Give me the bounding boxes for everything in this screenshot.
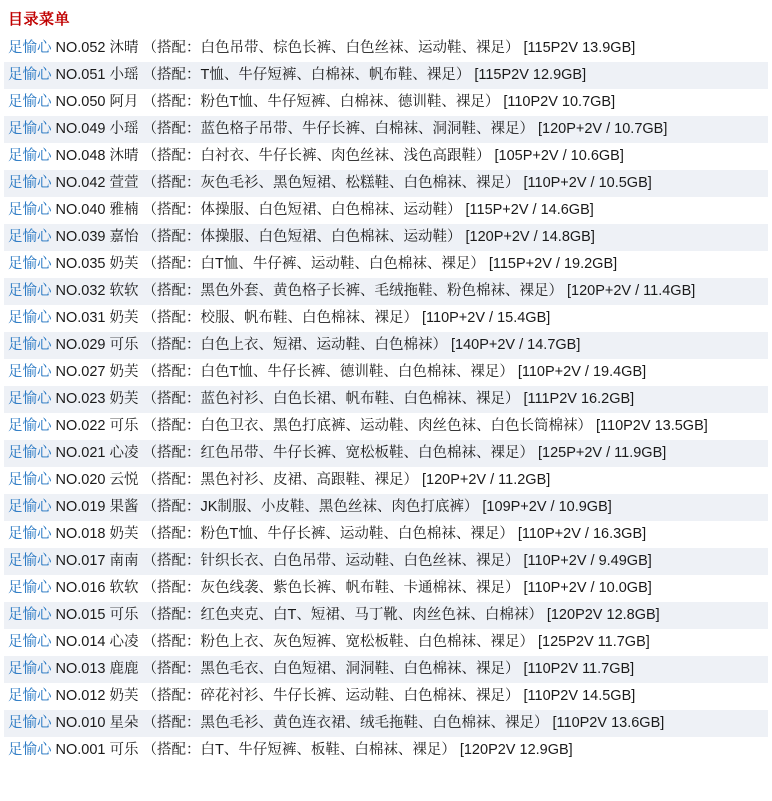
list-item[interactable] bbox=[4, 737, 768, 764]
entry-detail: （搭配：灰色毛衫、黑色短裙、松糕鞋、白色棉袜、裸足） bbox=[142, 175, 520, 192]
entry-code: NO.022 bbox=[55, 418, 106, 435]
entry-code: NO.048 bbox=[55, 148, 106, 165]
entry-code: NO.019 bbox=[55, 499, 106, 516]
entry-model-name: 奶芙 bbox=[109, 256, 139, 273]
entry-code: NO.017 bbox=[55, 553, 106, 570]
list-item[interactable] bbox=[4, 35, 768, 62]
entry-detail: （搭配：白色上衣、短裙、运动鞋、白色棉袜） bbox=[142, 337, 447, 354]
entry-detail: （搭配：白T、牛仔短裤、板鞋、白棉袜、裸足） bbox=[142, 742, 456, 759]
entry-code: NO.040 bbox=[55, 202, 106, 219]
entry-code: NO.031 bbox=[55, 310, 106, 327]
entry-detail: （搭配：黑色毛衫、黄色连衣裙、绒毛拖鞋、白色棉袜、裸足） bbox=[142, 715, 549, 732]
entry-code: NO.023 bbox=[55, 391, 106, 408]
entry-size: [110P2V 11.7GB] bbox=[523, 661, 635, 678]
entry-detail: （搭配：红色吊带、牛仔长裤、宽松板鞋、白色棉袜、裸足） bbox=[142, 445, 534, 462]
entry-code: NO.020 bbox=[55, 472, 106, 489]
entry-code: NO.042 bbox=[55, 175, 106, 192]
entry-detail: （搭配：粉色T恤、牛仔长裤、运动鞋、白色棉袜、裸足） bbox=[142, 526, 514, 543]
entry-brand-label: 足愉心 bbox=[8, 364, 52, 381]
entry-detail: （搭配：粉色T恤、牛仔短裤、白棉袜、德训鞋、裸足） bbox=[142, 94, 500, 111]
entry-model-name: 阿月 bbox=[109, 94, 139, 111]
entry-size: [125P2V 11.7GB] bbox=[537, 634, 650, 651]
entry-model-name: 星朵 bbox=[109, 715, 139, 732]
list-item[interactable] bbox=[4, 575, 768, 602]
entry-size: [110P+2V / 9.49GB] bbox=[523, 553, 652, 570]
entry-brand-label: 足愉心 bbox=[8, 40, 52, 56]
entry-model-name: 可乐 bbox=[109, 742, 139, 759]
entry-code: NO.032 bbox=[55, 283, 106, 300]
entry-code: NO.015 bbox=[55, 607, 106, 624]
entry-brand-label: 足愉心 bbox=[8, 634, 52, 651]
entry-brand-label: 足愉心 bbox=[8, 715, 52, 732]
entry-size: [110P2V 13.6GB] bbox=[552, 715, 665, 732]
entry-brand-label: 足愉心 bbox=[8, 472, 52, 489]
entry-code: NO.014 bbox=[55, 634, 106, 651]
entry-model-name: 可乐 bbox=[109, 418, 139, 435]
list-item[interactable] bbox=[4, 332, 768, 359]
entry-size: [115P2V 12.9GB] bbox=[474, 67, 587, 84]
list-item[interactable] bbox=[4, 251, 768, 278]
entry-model-name: 软软 bbox=[109, 580, 139, 597]
entry-model-name: 沐晴 bbox=[109, 40, 139, 56]
entry-brand-label: 足愉心 bbox=[8, 526, 52, 543]
entry-size: [105P+2V / 10.6GB] bbox=[494, 148, 624, 165]
entry-model-name: 嘉怡 bbox=[109, 229, 139, 246]
entry-size: [120P+2V / 10.7GB] bbox=[537, 121, 668, 138]
entry-code: NO.012 bbox=[55, 688, 106, 705]
entry-brand-label: 足愉心 bbox=[8, 391, 52, 408]
entry-detail: （搭配：粉色上衣、灰色短裤、宽松板鞋、白色棉袜、裸足） bbox=[142, 634, 534, 651]
entry-brand-label: 足愉心 bbox=[8, 688, 52, 705]
entry-code: NO.049 bbox=[55, 121, 106, 138]
list-item[interactable] bbox=[4, 116, 768, 143]
list-item[interactable] bbox=[4, 440, 768, 467]
entry-detail: （搭配：白色卫衣、黑色打底裤、运动鞋、肉丝色袜、白色长筒棉袜） bbox=[142, 418, 592, 435]
entry-brand-label: 足愉心 bbox=[8, 607, 52, 624]
entry-size: [110P2V 13.5GB] bbox=[595, 418, 708, 435]
entry-size: [115P+2V / 14.6GB] bbox=[465, 202, 594, 219]
entry-code: NO.018 bbox=[55, 526, 106, 543]
entry-code: NO.001 bbox=[55, 742, 106, 759]
entry-code: NO.050 bbox=[55, 94, 106, 111]
entry-detail: （搭配：校服、帆布鞋、白色棉袜、裸足） bbox=[142, 310, 418, 327]
entry-brand-label: 足愉心 bbox=[8, 148, 52, 165]
list-item[interactable] bbox=[4, 683, 768, 710]
entry-detail: （搭配：蓝色衬衫、白色长裙、帆布鞋、白色棉袜、裸足） bbox=[142, 391, 520, 408]
entry-model-name: 南南 bbox=[109, 553, 139, 570]
entry-detail: （搭配：黑色衬衫、皮裙、高跟鞋、裸足） bbox=[142, 472, 418, 489]
list-item[interactable] bbox=[4, 521, 768, 548]
entry-detail: （搭配：体操服、白色短裙、白色棉袜、运动鞋） bbox=[142, 229, 462, 246]
entry-model-name: 奶芙 bbox=[109, 391, 139, 408]
list-item[interactable] bbox=[4, 170, 768, 197]
list-item[interactable] bbox=[4, 359, 768, 386]
entry-size: [110P+2V / 19.4GB] bbox=[517, 364, 647, 381]
entry-brand-label: 足愉心 bbox=[8, 337, 52, 354]
entry-code: NO.035 bbox=[55, 256, 106, 273]
entry-size: [110P2V 14.5GB] bbox=[523, 688, 636, 705]
entry-brand-label: 足愉心 bbox=[8, 499, 52, 516]
entry-brand-label: 足愉心 bbox=[8, 742, 52, 759]
entry-brand-label: 足愉心 bbox=[8, 202, 52, 219]
entry-detail: （搭配：针织长衣、白色吊带、运动鞋、白色丝袜、裸足） bbox=[142, 553, 520, 570]
catalog-list bbox=[4, 35, 768, 764]
entry-model-name: 萱萱 bbox=[109, 175, 139, 192]
entry-detail: （搭配：白色吊带、棕色长裤、白色丝袜、运动鞋、裸足） bbox=[142, 40, 520, 56]
entry-code: NO.039 bbox=[55, 229, 106, 246]
entry-code: NO.051 bbox=[55, 67, 106, 84]
entry-model-name: 奶芙 bbox=[109, 526, 139, 543]
entry-brand-label: 足愉心 bbox=[8, 310, 52, 327]
list-item[interactable] bbox=[4, 305, 768, 332]
entry-code: NO.013 bbox=[55, 661, 106, 678]
entry-code: NO.016 bbox=[55, 580, 106, 597]
entry-model-name: 可乐 bbox=[109, 607, 139, 624]
entry-model-name: 心凌 bbox=[109, 445, 139, 462]
list-item[interactable] bbox=[4, 278, 768, 305]
list-item[interactable] bbox=[4, 143, 768, 170]
entry-brand-label: 足愉心 bbox=[8, 418, 52, 435]
entry-code: NO.027 bbox=[55, 364, 106, 381]
entry-model-name: 奶芙 bbox=[109, 364, 139, 381]
entry-detail: （搭配：灰色线袭、紫色长裤、帆布鞋、卡通棉袜、裸足） bbox=[142, 580, 520, 597]
entry-brand-label: 足愉心 bbox=[8, 553, 52, 570]
entry-detail: （搭配：白色T恤、牛仔长裤、德训鞋、白色棉袜、裸足） bbox=[142, 364, 514, 381]
entry-model-name: 云悦 bbox=[109, 472, 139, 489]
entry-model-name: 奶芙 bbox=[109, 688, 139, 705]
list-item[interactable] bbox=[4, 467, 768, 494]
entry-brand-label: 足愉心 bbox=[8, 283, 52, 300]
entry-detail: （搭配：JK制服、小皮鞋、黑色丝袜、肉色打底裤） bbox=[142, 499, 479, 516]
list-item[interactable] bbox=[4, 494, 768, 521]
list-item[interactable] bbox=[4, 386, 768, 413]
list-item[interactable] bbox=[4, 89, 768, 116]
entry-brand-label: 足愉心 bbox=[8, 67, 52, 84]
entry-detail: （搭配：红色夹克、白T、短裙、马丁靴、肉丝色袜、白棉袜） bbox=[142, 607, 543, 624]
entry-model-name: 雅楠 bbox=[109, 202, 139, 219]
entry-code: NO.029 bbox=[55, 337, 106, 354]
entry-brand-label: 足愉心 bbox=[8, 94, 52, 111]
entry-model-name: 可乐 bbox=[109, 337, 139, 354]
entry-detail: （搭配：碎花衬衫、牛仔长裤、运动鞋、白色棉袜、裸足） bbox=[142, 688, 520, 705]
entry-size: [120P+2V / 11.4GB] bbox=[566, 283, 696, 300]
entry-size: [110P+2V / 16.3GB] bbox=[517, 526, 647, 543]
entry-code: NO.010 bbox=[55, 715, 106, 732]
entry-model-name: 鹿鹿 bbox=[109, 661, 139, 678]
entry-brand-label: 足愉心 bbox=[8, 229, 52, 246]
entry-model-name: 小瑶 bbox=[109, 121, 139, 138]
list-item[interactable] bbox=[4, 629, 768, 656]
entry-model-name: 沐晴 bbox=[109, 148, 139, 165]
entry-size: [115P2V 13.9GB] bbox=[523, 40, 636, 56]
list-item[interactable] bbox=[4, 62, 768, 89]
entry-size: [110P+2V / 15.4GB] bbox=[421, 310, 551, 327]
entry-detail: （搭配：体操服、白色短裙、白色棉袜、运动鞋） bbox=[142, 202, 462, 219]
entry-detail: （搭配：白T恤、牛仔裤、运动鞋、白色棉袜、裸足） bbox=[142, 256, 485, 273]
list-item[interactable] bbox=[4, 224, 768, 251]
entry-brand-label: 足愉心 bbox=[8, 661, 52, 678]
page-title: 目录菜单 bbox=[8, 11, 71, 28]
entry-brand-label: 足愉心 bbox=[8, 445, 52, 462]
entry-size: [120P+2V / 11.2GB] bbox=[421, 472, 551, 489]
entry-model-name: 小瑶 bbox=[109, 67, 139, 84]
entry-detail: （搭配：蓝色格子吊带、牛仔长裤、白棉袜、洞洞鞋、裸足） bbox=[142, 121, 534, 138]
entry-model-name: 奶芙 bbox=[109, 310, 139, 327]
entry-size: [120P2V 12.9GB] bbox=[459, 742, 573, 759]
list-item[interactable] bbox=[4, 710, 768, 737]
entry-size: [110P+2V / 10.5GB] bbox=[523, 175, 652, 192]
entry-code: NO.021 bbox=[55, 445, 106, 462]
entry-size: [110P2V 10.7GB] bbox=[503, 94, 616, 111]
list-item[interactable] bbox=[4, 548, 768, 575]
entry-size: [120P+2V / 14.8GB] bbox=[465, 229, 595, 246]
entry-detail: （搭配：黑色毛衣、白色短裙、洞洞鞋、白色棉袜、裸足） bbox=[142, 661, 520, 678]
entry-size: [111P2V 16.2GB] bbox=[523, 391, 635, 408]
entry-size: [120P2V 12.8GB] bbox=[546, 607, 660, 624]
entry-brand-label: 足愉心 bbox=[8, 175, 52, 192]
entry-brand-label: 足愉心 bbox=[8, 256, 52, 273]
entry-detail: （搭配：T恤、牛仔短裤、白棉袜、帆布鞋、裸足） bbox=[142, 67, 471, 84]
entry-code: NO.052 bbox=[55, 40, 106, 56]
entry-size: [115P+2V / 19.2GB] bbox=[488, 256, 618, 273]
entry-size: [140P+2V / 14.7GB] bbox=[450, 337, 581, 354]
list-item[interactable] bbox=[4, 602, 768, 629]
entry-model-name: 果酱 bbox=[109, 499, 139, 516]
list-item[interactable] bbox=[4, 413, 768, 440]
entry-detail: （搭配：黑色外套、黄色格子长裤、毛绒拖鞋、粉色棉袜、裸足） bbox=[142, 283, 563, 300]
entry-detail: （搭配：白衬衣、牛仔长裤、肉色丝袜、浅色高跟鞋） bbox=[142, 148, 491, 165]
entry-size: [110P+2V / 10.0GB] bbox=[523, 580, 652, 597]
entry-brand-label: 足愉心 bbox=[8, 580, 52, 597]
list-item[interactable] bbox=[4, 656, 768, 683]
entry-size: [125P+2V / 11.9GB] bbox=[537, 445, 667, 462]
entry-brand-label: 足愉心 bbox=[8, 121, 52, 138]
list-item[interactable] bbox=[4, 197, 768, 224]
entry-model-name: 心凌 bbox=[109, 634, 139, 651]
entry-model-name: 软软 bbox=[109, 283, 139, 300]
entry-size: [109P+2V / 10.9GB] bbox=[482, 499, 612, 516]
